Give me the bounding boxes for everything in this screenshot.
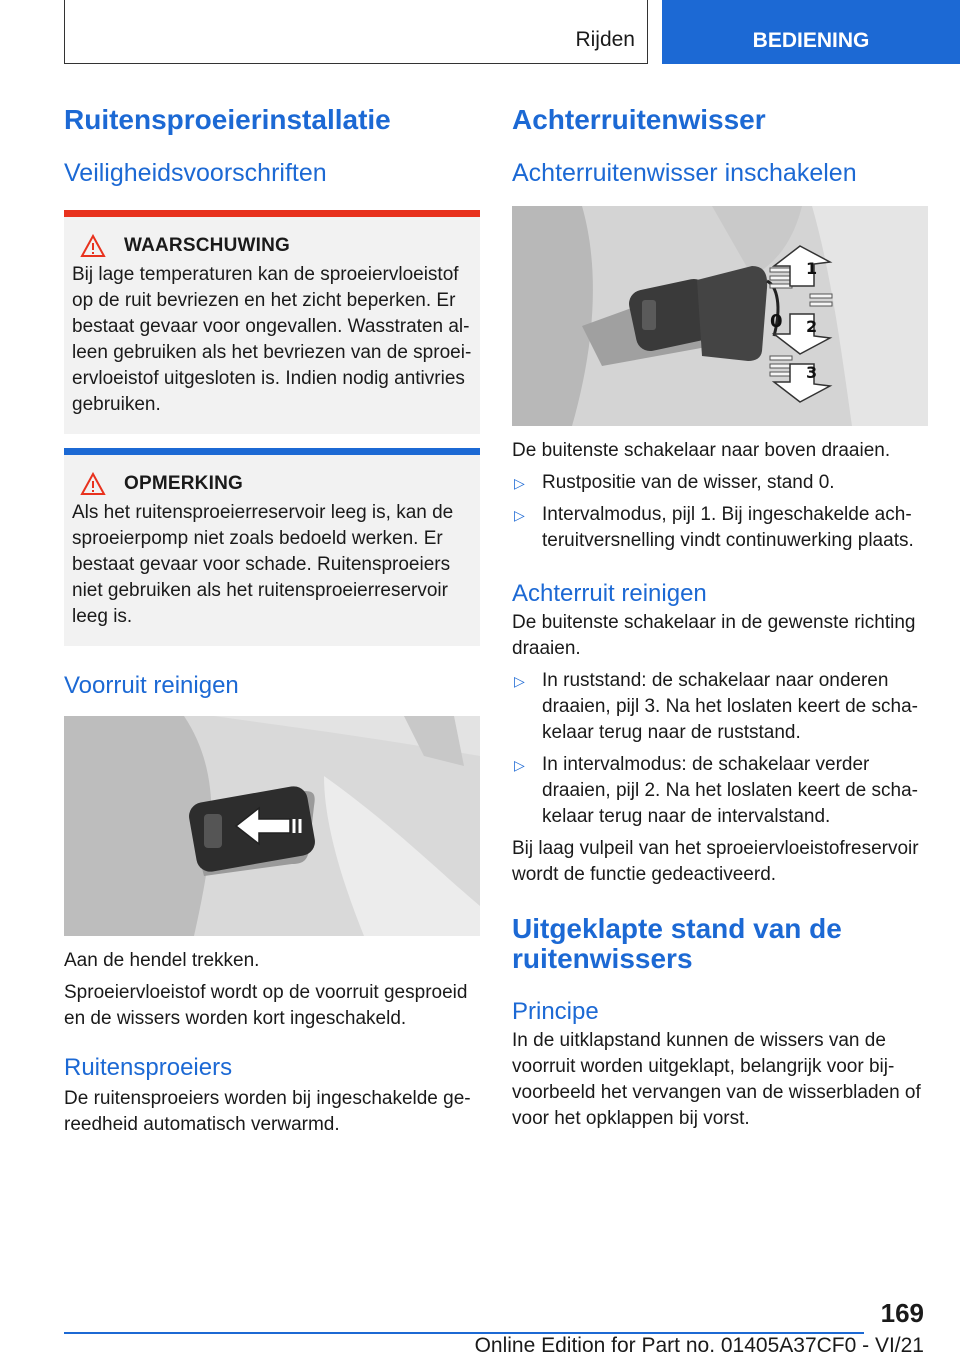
page-number: 169 (880, 1298, 924, 1328)
warning-bar (64, 210, 480, 217)
footer-edition: Online Edition for Part no. 01405A37CF0 - VI/21 (474, 1334, 924, 1357)
list-item-text: In ruststand: de schakelaar naar onderen draaien, pijl 3. Na het loslaten keert de schakelaar terug naar de ruststand. (542, 670, 918, 743)
rear-wiper-title: Achterruitenwisser (512, 104, 766, 135)
list-item (512, 752, 928, 830)
rear-step: De buitenste schakelaar naar boven draaien. (512, 440, 891, 461)
list-item-text: Intervalmodus, pijl 1. Bij ingeschakelde achteruitversnelling vindt continuwerking plaats. (542, 504, 914, 551)
header-frame (64, 0, 648, 64)
rear-wiper-subtitle: Achterruitenwisser inschakelen (512, 159, 857, 187)
sprayers-heading: Ruitensproeiers (64, 1054, 233, 1081)
arrow-1-label: 1 (806, 259, 818, 278)
section-subtitle: Veiligheidsvoorschriften (64, 159, 327, 187)
list-item-text: Rustpositie van de wisser, stand 0. (542, 472, 835, 493)
principle-heading: Principe (512, 998, 599, 1025)
front-heading: Voorruit reinigen (64, 672, 239, 699)
warning-label: WAARSCHUWING (124, 235, 290, 256)
header-section: Rijden (575, 28, 635, 51)
arrow-2-label: 2 (806, 317, 818, 336)
arrow-3-label: 3 (806, 363, 818, 382)
note-text: Als het ruitensproeierreservoir leeg is, kan de sproeierpomp niet zoals bedoeld werken. Er bestaat gevaar voor schade. Ruitensproeiers niet gebruiken als het ruitensproeierreservoir leeg is. (72, 502, 454, 627)
warning-box (64, 210, 480, 434)
clean-heading: Achterruit reinigen (512, 580, 707, 607)
principle-text: In de uitklapstand kunnen de wissers van de voorruit worden uitgeklapt, belangrijk voor bijvoorbeeld het vervangen van de wisserbladen of voor het opklappen bij vorst. (512, 1030, 921, 1129)
sprayers-text: De ruitensproeiers worden bij ingeschakelde gereedheid automatisch verwarmd. (64, 1088, 471, 1135)
section-title: Ruitensproeierinstallatie (64, 104, 391, 135)
list-item (512, 502, 928, 554)
fold-heading: Uitgeklapte stand van de ruitenwissers (512, 913, 842, 974)
list-item (512, 470, 928, 496)
bullet-triangle-icon: ▷ (514, 507, 525, 523)
right-column (512, 96, 928, 1132)
note-bar (64, 448, 480, 455)
position-0-label: 0 (770, 311, 783, 332)
bullet-triangle-icon: ▷ (514, 673, 525, 689)
note-label: OPMERKING (124, 473, 243, 494)
list-item (512, 668, 928, 746)
clean-note: Bij laag vulpeil van het sproeiervloeistofreservoir wordt de functie gedeactiveerd. (512, 838, 919, 885)
warning-triangle-icon (80, 234, 106, 258)
clean-text: De buitenste schakelaar in de gewenste richting draaien. (512, 612, 916, 659)
note-box (64, 448, 480, 646)
bullet-triangle-icon: ▷ (514, 475, 525, 491)
rear-wiper-switch-image (512, 206, 928, 426)
list-item-text: In intervalmodus: de schakelaar verder draaien, pijl 2. Na het loslaten keert de schakelaar terug naar de intervalstand. (542, 754, 918, 827)
header-chapter-tab[interactable]: BEDIENING (662, 0, 960, 64)
front-step: Aan de hendel trekken. (64, 950, 260, 971)
bullet-triangle-icon: ▷ (514, 757, 525, 773)
wiper-lever-pull-image (64, 716, 480, 936)
caution-triangle-icon (80, 472, 106, 496)
warning-text: Bij lage temperaturen kan de sproeiervloeistof op de ruit bevriezen en het zicht beperken. Er bestaat gevaar voor ongevallen. Wasstraten alleen gebruiken als het bevriezen van de sproeiervloeistof uitgesloten is. Indien nodig antivries gebruiken. (72, 264, 472, 415)
front-description: Sproeiervloeistof wordt op de voorruit gesproeid en de wissers worden kort ingeschakeld. (64, 982, 468, 1029)
left-column (64, 96, 480, 1138)
